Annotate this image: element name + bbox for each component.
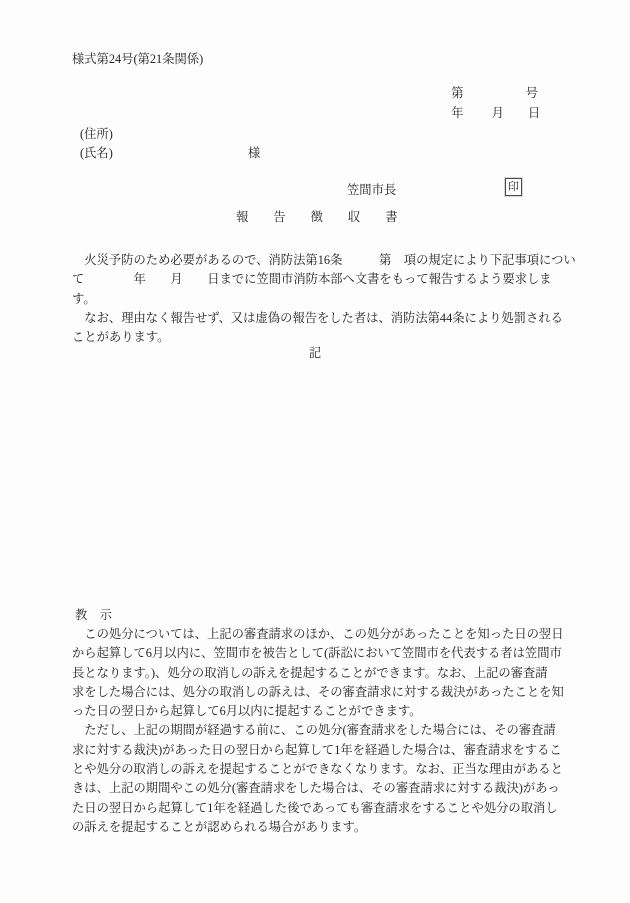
- text-line: す。: [72, 291, 96, 306]
- recipient-name-label: (氏名): [80, 146, 113, 160]
- recipient-honorific: 様: [248, 146, 261, 160]
- text-line: きは、上記の期間やこの処分(審査請求をした場合は、その審査請求に対する裁決)があっ: [72, 781, 560, 796]
- seal-mark: 印: [505, 178, 522, 196]
- body-paragraphs: [72, 251, 592, 347]
- text-line: なお、理由なく報告せず、又は虚偽の報告をした者は、消防法第44条により処罰される: [72, 310, 563, 325]
- text-line: 求に対する裁決)があった日の翌日から起算して1年を経過した場合は、審査請求をするこ: [72, 742, 562, 757]
- text-line: ことがあります。: [72, 330, 170, 345]
- text-line: この処分については、上記の審査請求のほか、この処分があったことを知った日の翌日: [72, 627, 564, 641]
- text-line: から起算して6月以内に、笠間市を被告として(訴訟において笠間市を代表する者は笠間市: [72, 646, 562, 661]
- text-line: 火災予防のため必要があるので、消防法第16条 第 項の規定により下記事項につい: [72, 253, 576, 267]
- text-line: った日の翌日から起算して6月以内に提起することができます。: [72, 704, 422, 719]
- date-month-label: 月: [491, 106, 504, 120]
- note-marker: 記: [308, 346, 322, 360]
- date-year-label: 年: [451, 106, 464, 120]
- date-day-label: 日: [527, 106, 541, 120]
- issuer-title: 笠間市長: [347, 183, 397, 197]
- text-line: た日の翌日から起算して1年を経過した後であっても審査請求をすることや処分の取消し: [72, 800, 558, 815]
- instruction-heading: 教 示: [75, 608, 112, 622]
- text-line: 長となります。)、処分の取消しの訴えを提起することができます。なお、上記の審査請: [72, 665, 548, 680]
- document-date-line: [439, 88, 540, 136]
- text-line: とや処分の取消しの訴えを提起することができなくなります。なお、正当な理由があると: [72, 762, 563, 777]
- document-title: 報告徴収書: [236, 210, 423, 224]
- text-line: の訴えを提起することが認められる場合があります。: [72, 819, 367, 834]
- doc-number-prefix: 第: [451, 86, 464, 100]
- text-line: ただし、上記の期間が経過する前に、この処分(審査請求をした場合には、その審査請: [72, 723, 556, 738]
- doc-number-suffix: 号: [525, 86, 538, 100]
- instruction-paragraphs: [72, 625, 592, 837]
- text-line: 求をした場合には、処分の取消しの訴えは、その審査請求に対する裁決があったことを知: [72, 684, 564, 699]
- form-number: 様式第24号(第21条関係): [72, 52, 204, 66]
- text-line: て 年 月 日までに笠間市消防本部へ文書をもって報告するよう要求しま: [72, 272, 552, 287]
- recipient-address-label: (住所): [80, 127, 113, 141]
